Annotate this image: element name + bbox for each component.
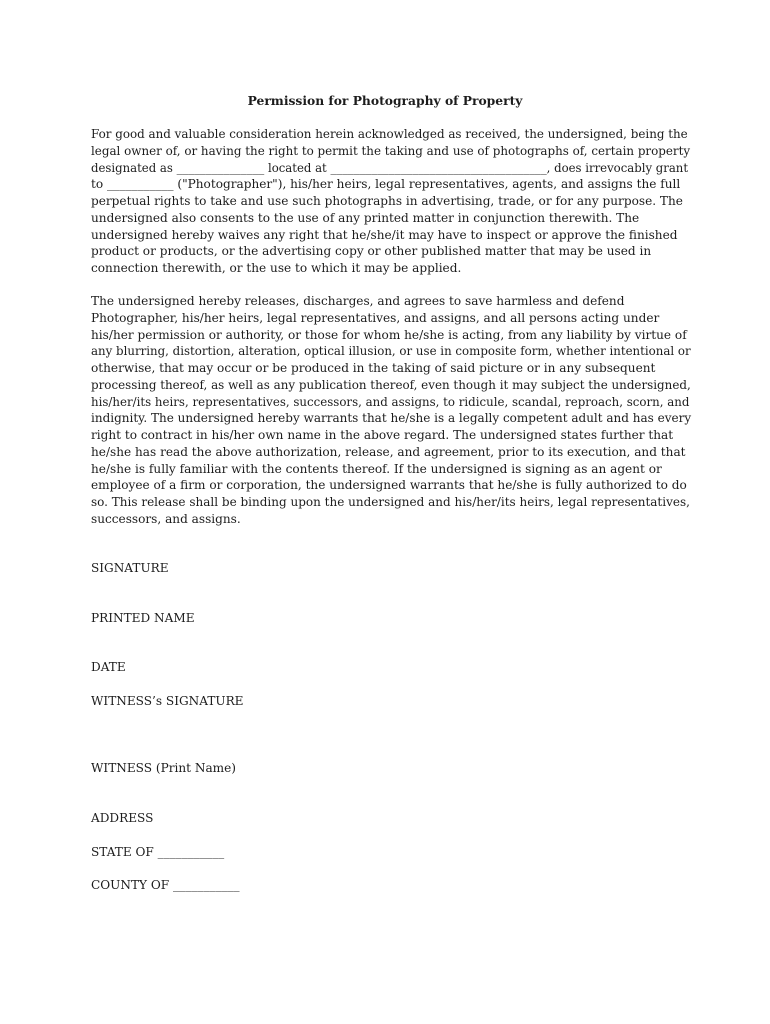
paragraph-line: For good and valuable consideration herein acknowledged as received, the undersigned, being the (91, 127, 688, 141)
paragraph-line: to ___________ ("Photographer"), his/her heirs, legal representatives, agents, and assigns the full (91, 177, 681, 192)
document-title: Permission for Photography of Property (247, 93, 523, 108)
signature-label: SIGNATURE (91, 561, 169, 575)
paragraph-line: designated as _______________ located at _____________________________________, does irrevocably grant (91, 160, 689, 175)
paragraph-line: any blurring, distortion, alteration, optical illusion, or use in composite form, whether intentional or (91, 344, 691, 359)
paragraph-line: he/she is fully familiar with the contents thereof. If the undersigned is signing as an agent or (91, 461, 662, 476)
paragraph-line: undersigned hereby waives any right that he/she/it may have to inspect or approve the finished (91, 227, 678, 242)
paragraph-line: he/she has read the above authorization, release, and agreement, prior to its execution, and that (91, 444, 686, 459)
release-paragraph (91, 293, 691, 528)
paragraph-line: Photographer, his/her heirs, legal representatives, and assigns, and all persons acting under (91, 310, 660, 325)
paragraph-line: right to contract in his/her own name in the above regard. The undersigned states further that (91, 428, 674, 442)
witness-signature-label: WITNESS’s SIGNATURE (91, 694, 244, 708)
paragraph-line: indignity. The undersigned hereby warrants that he/she is a legally competent adult and has every (91, 411, 692, 426)
consideration-paragraph (91, 126, 691, 277)
paragraph-line: perpetual rights to take and use such photographs in advertising, trade, or for any purpose. The (91, 194, 683, 208)
paragraph-line: his/her permission or authority, or those for whom he/she is acting, from any liability by virtue of (91, 327, 687, 342)
printed-name-label: PRINTED NAME (91, 611, 195, 625)
paragraph-line: successors, and assigns. (91, 511, 241, 526)
paragraph-line: connection therewith, or the use to which it may be applied. (91, 261, 462, 275)
paragraph-line: processing thereof, as well as any publication thereof, even though it may subject the undersigned, (91, 377, 691, 392)
county-of-field: COUNTY OF ___________ (91, 878, 240, 892)
paragraph-line: undersigned also consents to the use of any printed matter in conjunction therewith. The (91, 210, 640, 225)
address-label: ADDRESS (91, 811, 154, 825)
paragraph-line: employee of a firm or corporation, the undersigned warrants that he/she is fully authorized to do (91, 478, 687, 493)
paragraph-line: product or products, or the advertising copy or other published matter that may be used in (91, 244, 652, 259)
witness-print-name-label: WITNESS (Print Name) (91, 761, 237, 775)
paragraph-line: so. This release shall be binding upon the undersigned and his/her/its heirs, legal representatives, (91, 495, 690, 509)
paragraph-line: his/her/its heirs, representatives, successors, and assigns, to ridicule, scandal, reproach, scorn, and (91, 394, 690, 409)
date-label: DATE (91, 660, 126, 674)
state-of-field: STATE OF ___________ (91, 845, 225, 859)
paragraph-line: legal owner of, or having the right to permit the taking and use of photographs of, certain property (91, 143, 691, 158)
paragraph-line: otherwise, that may occur or be produced in the taking of said picture or in any subsequent (91, 361, 656, 375)
paragraph-line: The undersigned hereby releases, discharges, and agrees to save harmless and defend (91, 294, 625, 308)
